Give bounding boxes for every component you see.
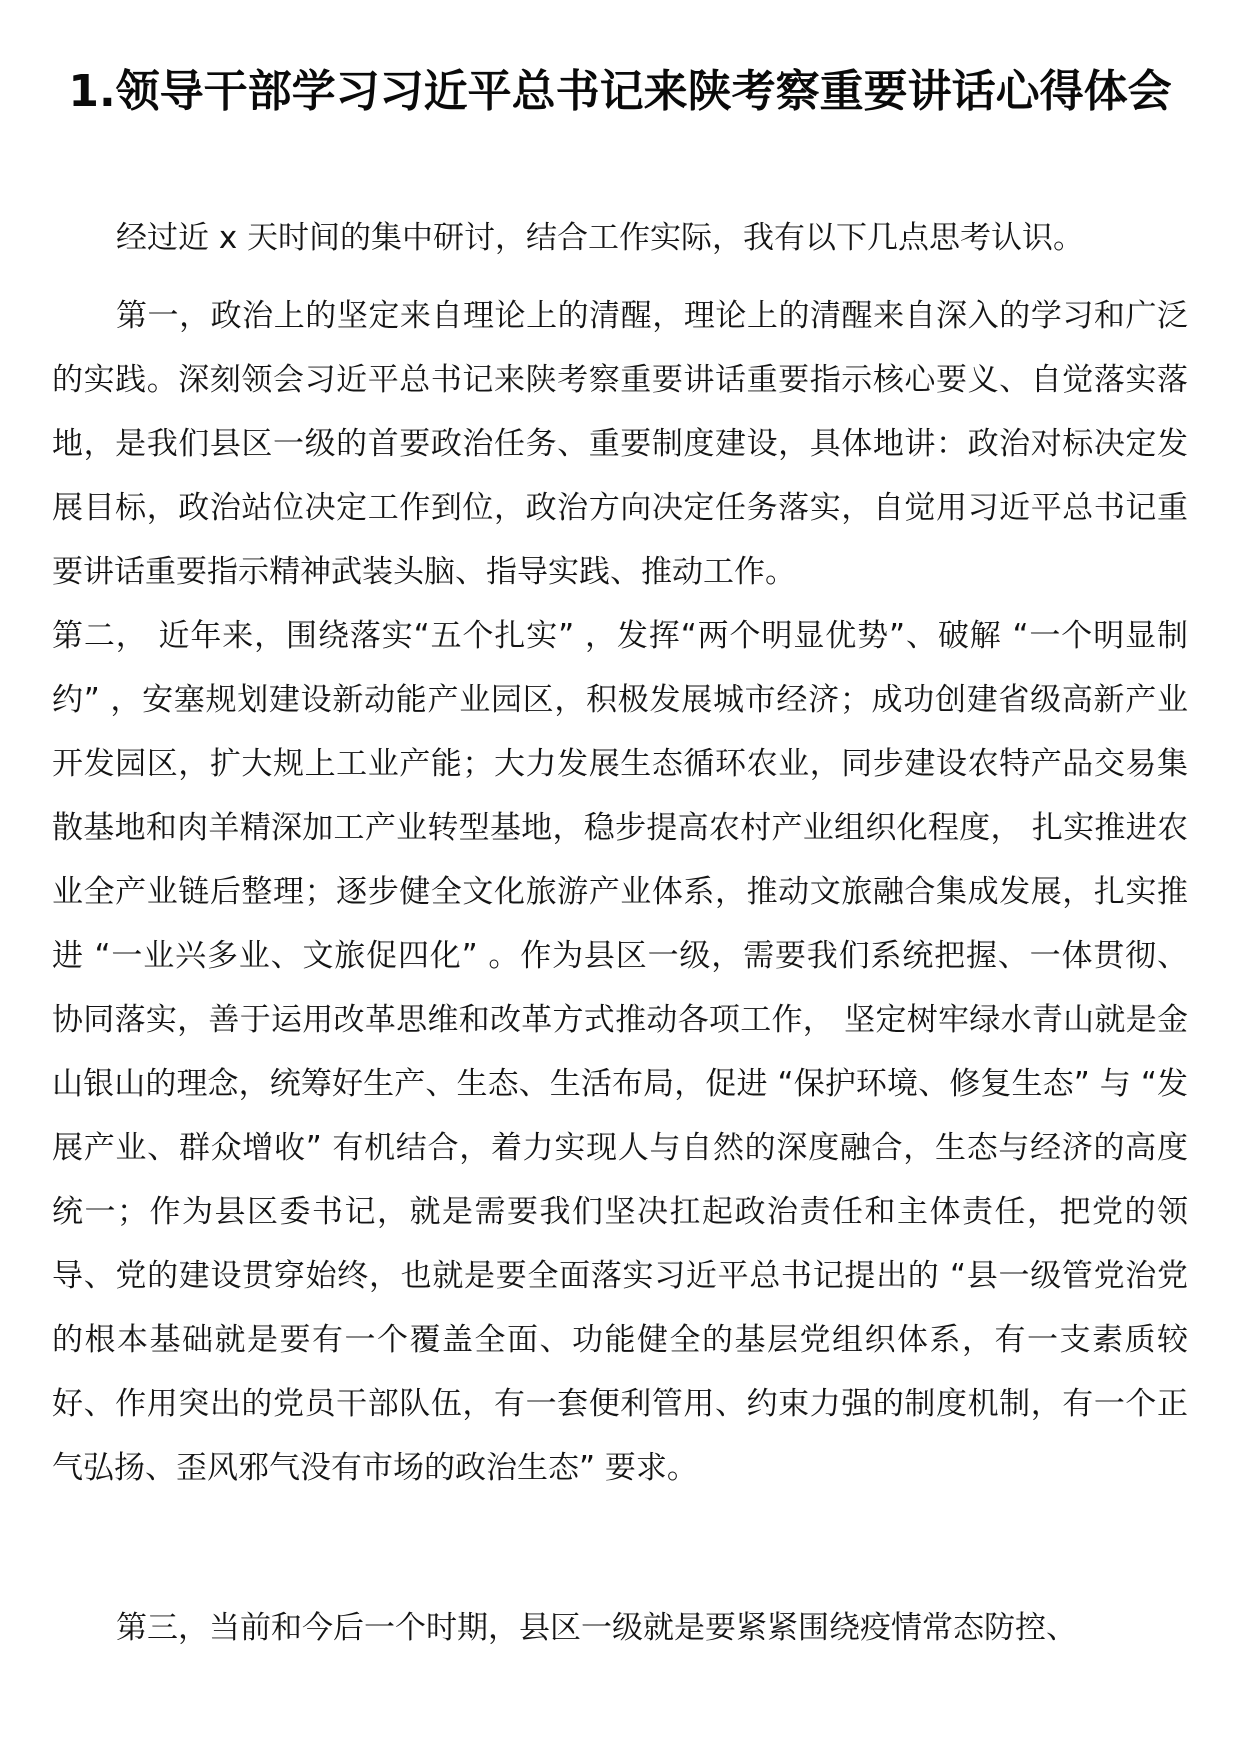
paragraph-third: 第三，当前和今后一个时期，县区一级就是要紧紧围绕疫情常态防控、: [116, 1610, 1077, 1646]
paragraph-first: 第一，政治上的坚定来自理论上的清醒，理论上的清醒来自深入的学习和广泛的实践。深刻领会习近平总书记来陕考察重要讲话重要指示核心要义、自觉落实落地，是我们县区一级的首要政治任务、重要制度建设，具体地讲：政治对标决定发展目标，政治站位决定工作到位，政治方向决定任务落实，自觉用习近平总书记重要讲话重要指示精神武装头脑、指导实践、推动工作。: [52, 298, 1188, 590]
paragraph-second: 第二， 近年来，围绕落实“五个扎实” ，发挥“两个明显优势”、破解 “一个明显制约” ，安塞规划建设新动能产业园区，积极发展城市经济；成功创建省级高新产业开发园区，扩大规上工业产能；大力发展生态循环农业，同步建设农特产品交易集散基地和肉羊精深加工产业转型基地，稳步提高农村产业组织化程度， 扎实推进农业全产业链后整理；逐步健全文化旅游产业体系，推动文旅融合集成发展，扎实推进 “一业兴多业、文旅促四化” 。作为县区一级，需要我们系统把握、一体贯彻、协同落实，善于运用改革思维和改革方式推动各项工作， 坚定树牢绿水青山就是金山银山的理念，统筹好生产、生态、生活布局，促进 “保护环境、修复生态” 与 “发展产业、群众增收” 有机结合，着力实现人与自然的深度融合，生态与经济的高度统一；作为县区委书记，就是需要我们坚决扛起政治责任和主体责任，把党的领导、党的建设贯穿始终，也就是要全面落实习近平总书记提出的 “县一级管党治党的根本基础就是要有一个覆盖全面、功能健全的基层党组织体系，有一支素质较好、作用突出的党员干部队伍，有一套便利管用、约束力强的制度机制，有一个正气弘扬、歪风邪气没有市场的政治生态” 要求。: [52, 618, 1188, 1486]
document-title: 1.领导干部学习习近平总书记来陕考察重要讲话心得体会: [68, 66, 1172, 117]
paragraph-intro: 经过近 x 天时间的集中研讨，结合工作实际，我有以下几点思考认识。: [116, 220, 1085, 256]
